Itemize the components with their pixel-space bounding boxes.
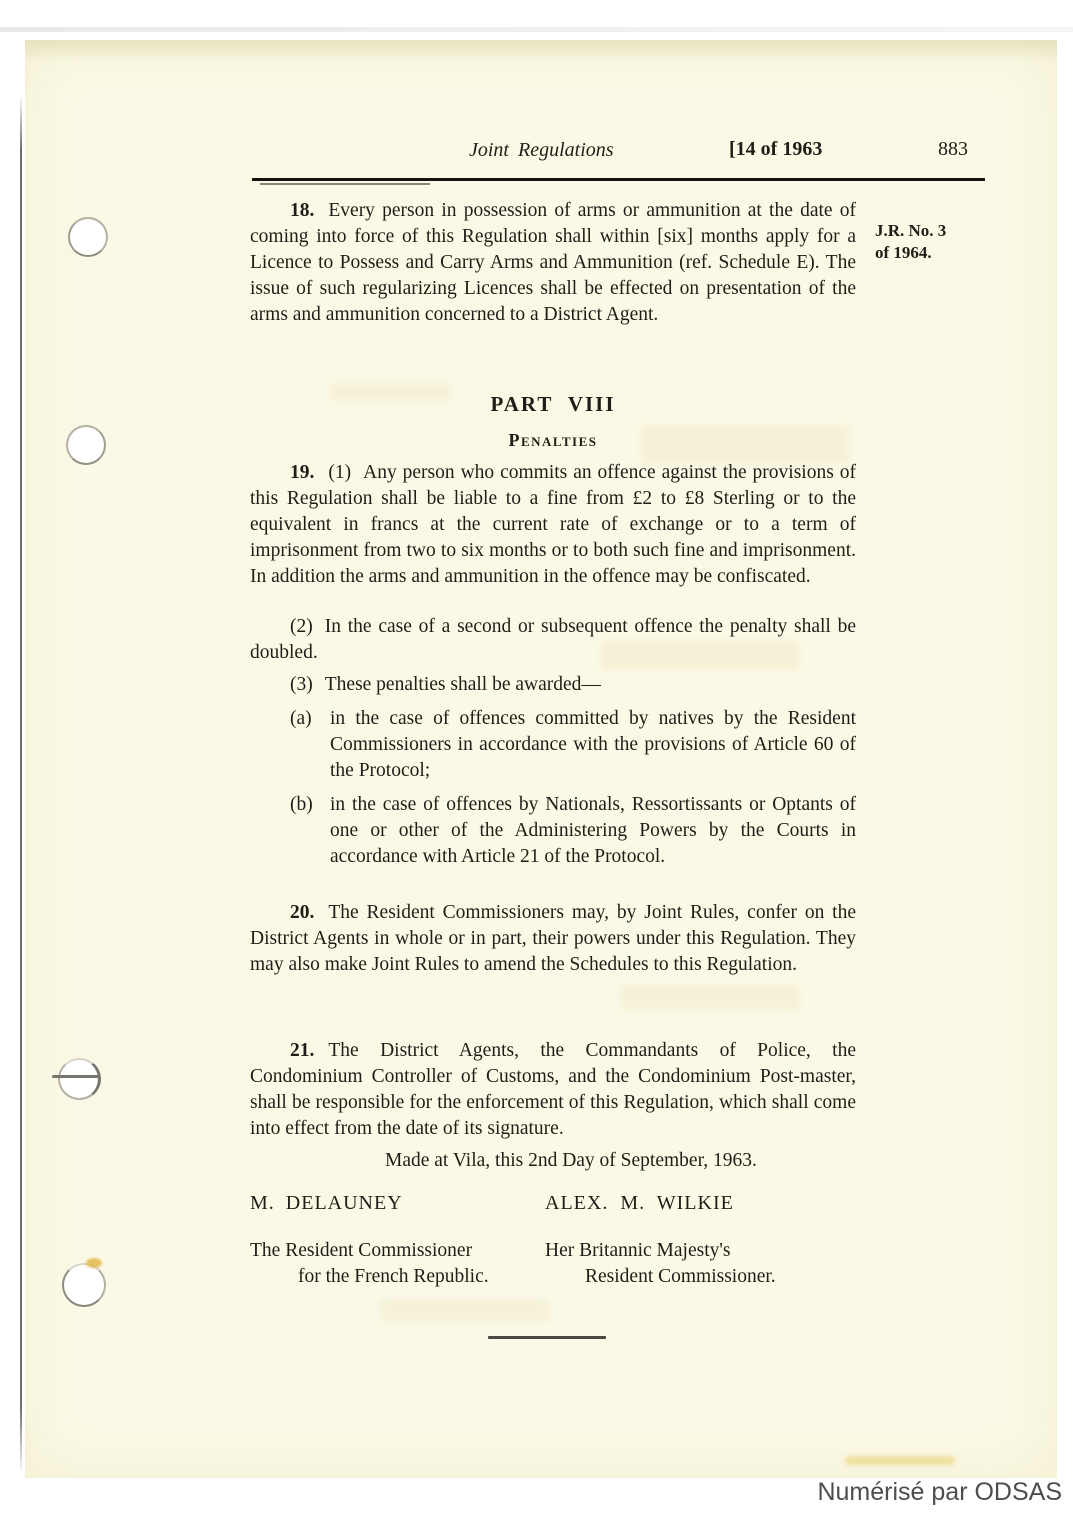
paragraph-19-1 xyxy=(250,460,856,590)
signature-name-french: M. DELAUNEY xyxy=(250,1192,403,1214)
punch-hole xyxy=(68,217,108,257)
paragraph-19-2 xyxy=(250,614,856,666)
list-item-text: in the case of offences committed by natives by the Resident Commissioners in accordance with the provisions of Article 60 of the Protocol; xyxy=(330,708,856,781)
signature-title-french xyxy=(250,1238,489,1290)
paragraph-number: 21. xyxy=(290,1040,315,1061)
subsection-label: (3) xyxy=(290,674,313,695)
end-separator-rule xyxy=(488,1336,606,1339)
paragraph-number: 20. xyxy=(290,902,315,923)
paragraph-text: The District Agents, the Commandants of Police, the Condominium Controller of Customs, and the Condominium Post-master, shall be responsible for the enforcement of this Regulation, which shall come into effect from the date of its signature. xyxy=(250,1040,856,1139)
signature-title-line: for the French Republic. xyxy=(298,1266,489,1287)
subsection-label: (2) xyxy=(290,616,313,637)
subsection-label: (1) xyxy=(328,462,352,483)
list-item-text: in the case of offences by Nationals, Ressortissants or Optants of one or other of the Administering Powers by the Courts in accordance with Article 21 of the Protocol. xyxy=(330,794,856,867)
header-rule-fragment xyxy=(260,183,430,185)
signature-title-line: The Resident Commissioner xyxy=(250,1240,473,1261)
paragraph-text: These penalties shall be awarded— xyxy=(324,674,601,695)
punch-hole-guide-line xyxy=(52,1075,100,1078)
list-item-label: (a) xyxy=(290,708,312,729)
paragraph-text: Any person who commits an offence against the provisions of this Regulation shall be liable to a fine from £2 to £8 Sterling or to the equivalent in francs at the current rate of exchange or to a term of imprisonment from two to six months or to both such fine and imprisonment. In addition the arms and ammunition in the offence may be confiscated. xyxy=(250,462,856,587)
paragraph-text: Every person in possession of arms or ammunition at the date of coming into force of this Regulation shall within [six] months apply for a Licence to Possess and Carry Arms and Ammunition (ref. Schedule E). The issue of such regularizing Licences shall be effected on presentation of the arms and ammunition concerned to a District Agent. xyxy=(250,200,856,325)
page-number: 883 xyxy=(938,138,968,160)
paragraph-text: The Resident Commissioners may, by Joint Rules, confer on the District Agents in whole or in part, their powers under this Regulation. They may also make Joint Rules to amend the Schedules to this Regulation. xyxy=(250,902,856,975)
scan-artifact xyxy=(620,985,800,1011)
margin-note-line: of 1964. xyxy=(875,243,932,262)
scan-artifact xyxy=(845,1456,955,1465)
punch-hole xyxy=(58,1058,101,1100)
signature-title-line: Her Britannic Majesty's xyxy=(545,1240,731,1261)
paragraph-number: 18. xyxy=(290,200,315,221)
scan-artifact xyxy=(25,40,1057,62)
signature-name-british: ALEX. M. WILKIE xyxy=(545,1192,734,1214)
list-item-label: (b) xyxy=(290,794,313,815)
paragraph-19-3 xyxy=(250,672,856,698)
regulation-citation: [14 of 1963 xyxy=(729,138,823,160)
signature-title-line: Resident Commissioner. xyxy=(585,1266,776,1287)
paragraph-21 xyxy=(250,1038,856,1142)
punch-hole xyxy=(62,1263,106,1307)
journal-title: Joint Regulations xyxy=(469,139,614,161)
margin-note xyxy=(875,220,970,264)
paragraph-18 xyxy=(250,198,856,328)
part-heading: PART VIII xyxy=(490,392,616,416)
paragraph-text: In the case of a second or subsequent offence the penalty shall be doubled. xyxy=(250,616,856,663)
list-item-a xyxy=(290,706,856,784)
paragraph-number: 19. xyxy=(290,462,315,483)
page-edge-line xyxy=(20,95,22,1475)
signature-title-british xyxy=(545,1238,776,1290)
scan-artifact xyxy=(86,1258,102,1268)
paragraph-20 xyxy=(250,900,856,978)
punch-hole xyxy=(66,425,106,465)
scan-artifact xyxy=(0,27,1073,32)
digitization-watermark: Numérisé par ODSAS xyxy=(817,1478,1062,1506)
list-item-b xyxy=(290,792,856,870)
margin-note-line: J.R. No. 3 xyxy=(875,221,947,240)
part-subheading: Penalties xyxy=(508,430,598,450)
scan-artifact xyxy=(380,1300,550,1322)
header-rule xyxy=(252,178,985,181)
dateline: Made at Vila, this 2nd Day of September, 1963. xyxy=(385,1150,757,1171)
